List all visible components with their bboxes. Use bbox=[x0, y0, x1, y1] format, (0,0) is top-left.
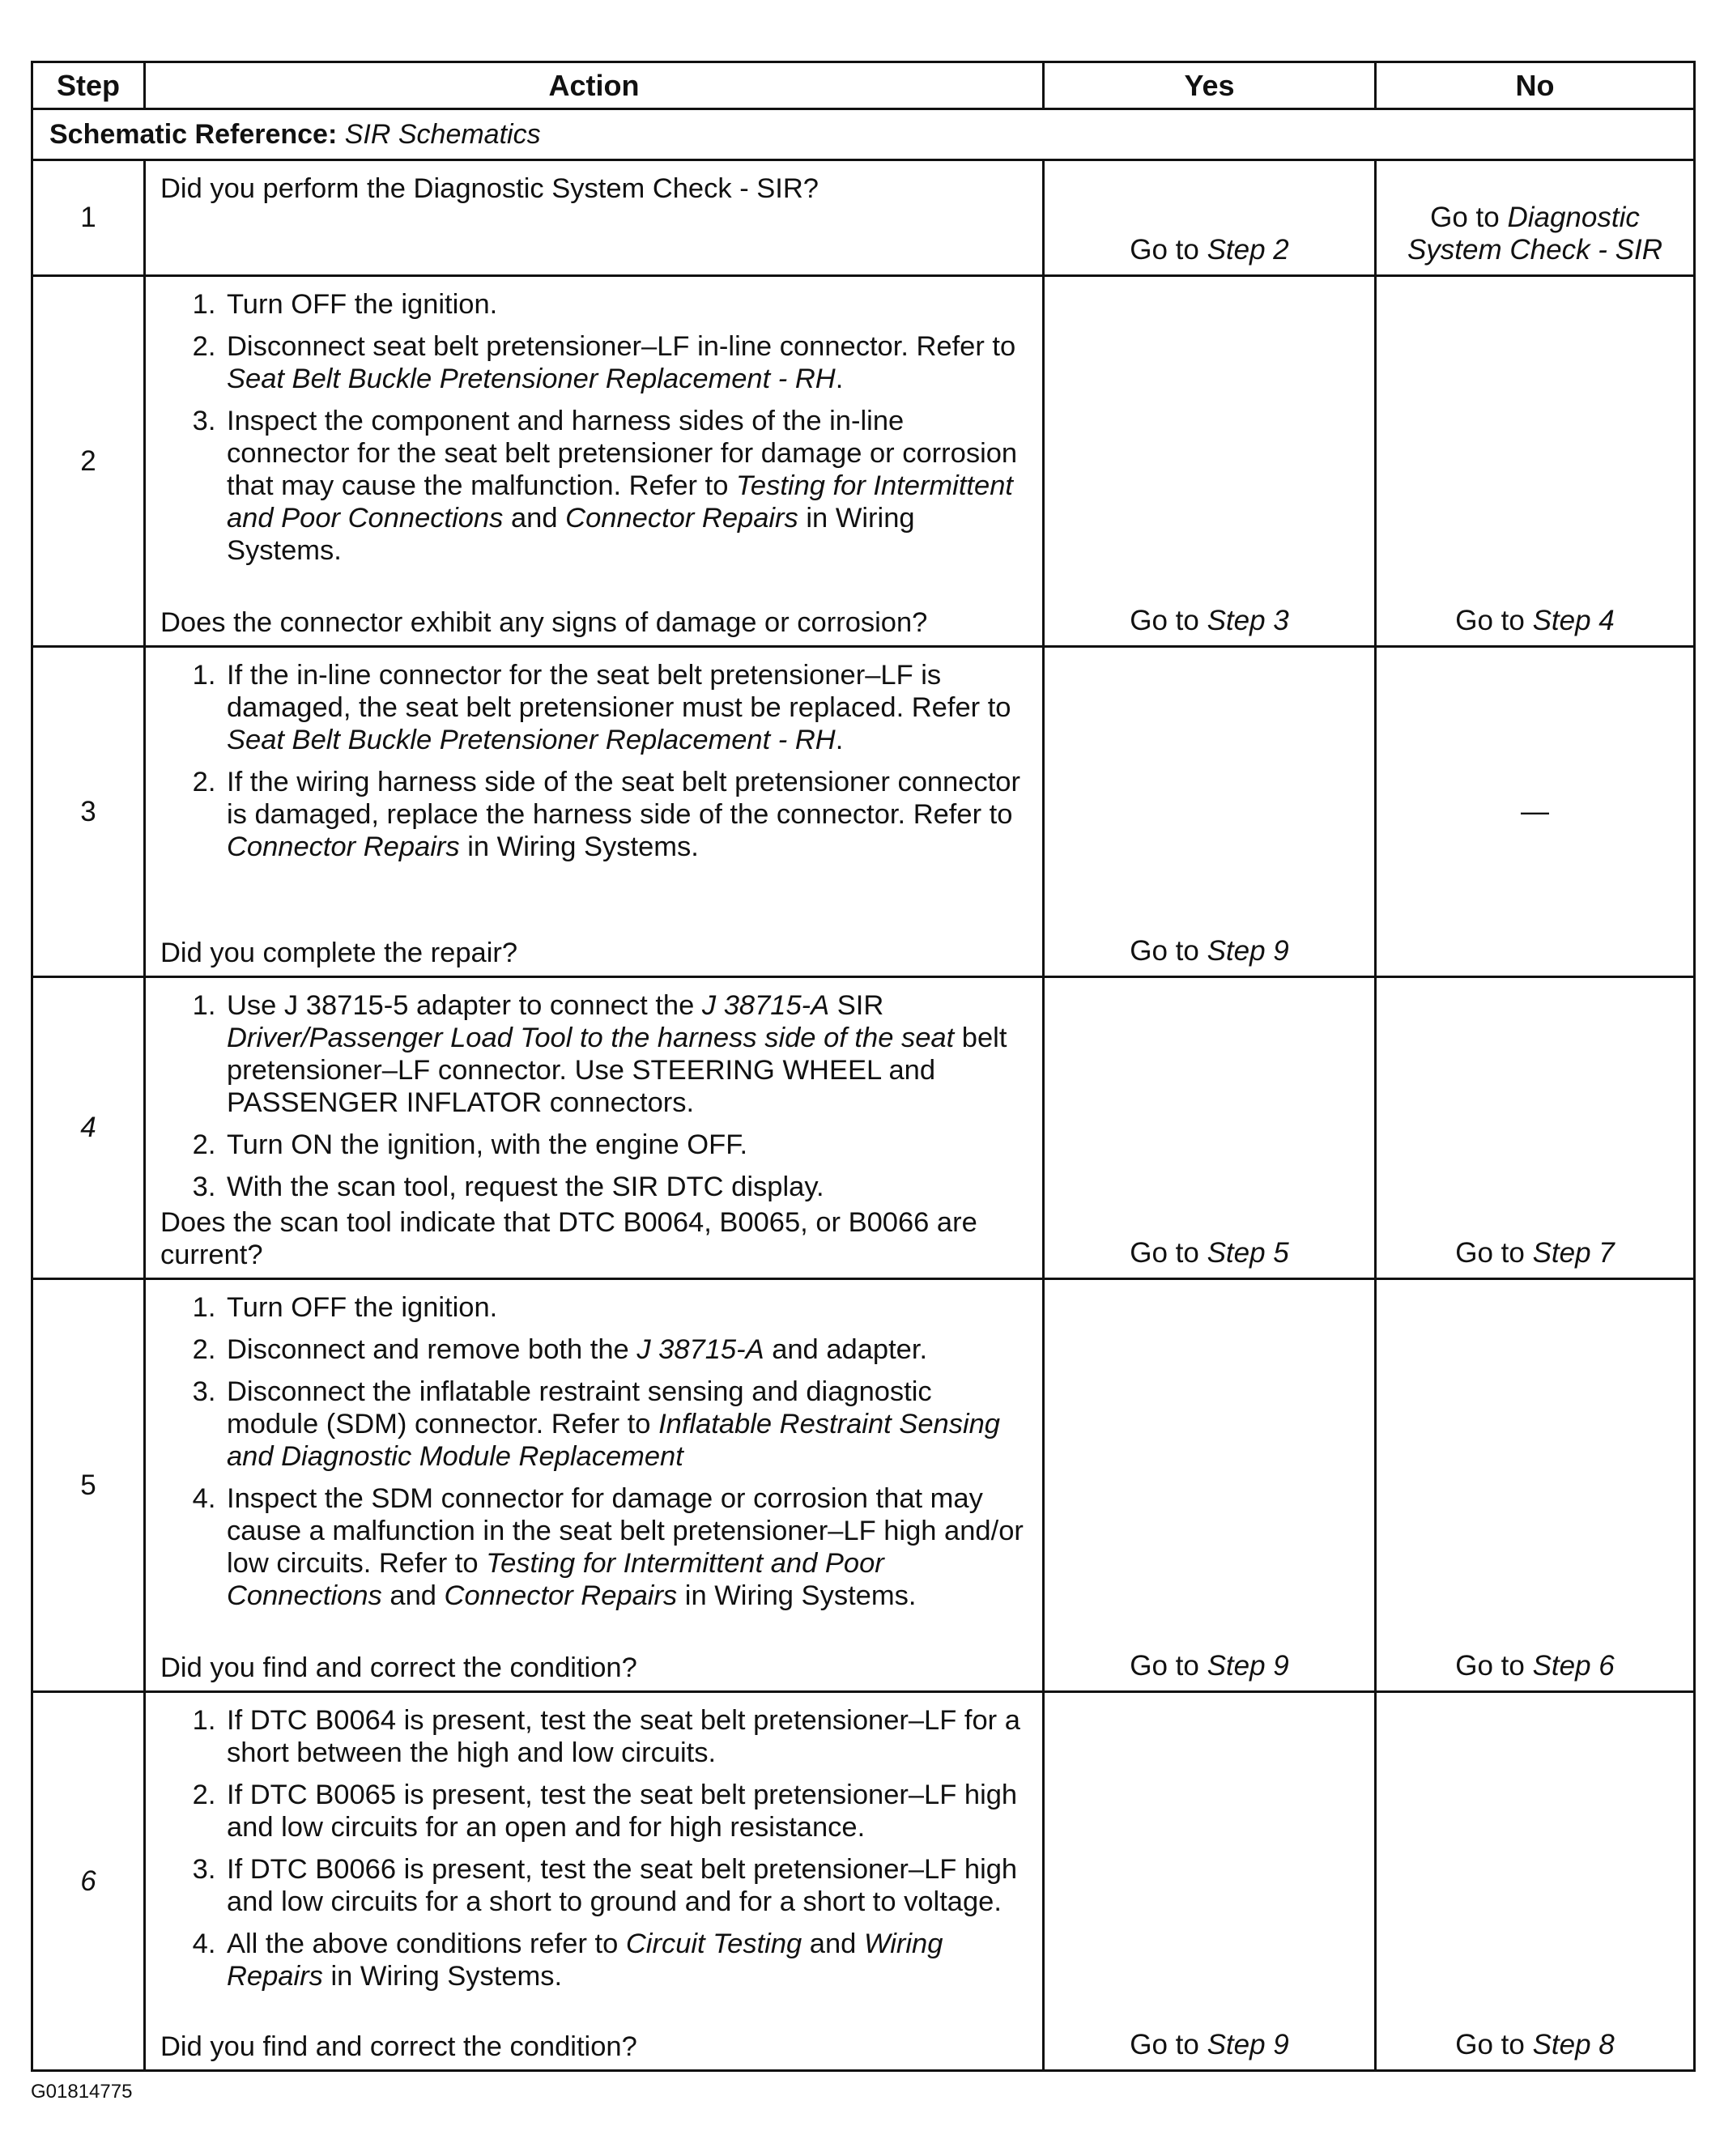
header-no: No bbox=[1376, 62, 1695, 109]
table-row bbox=[32, 1692, 1695, 2071]
step-question: Does the connector exhibit any signs of damage or corrosion? bbox=[160, 607, 928, 638]
list-item: 1. If DTC B0064 is present, test the seat belt pretensioner–LF for a short between the high and low circuits. bbox=[223, 1704, 1028, 1769]
no-step-link[interactable]: Step 8 bbox=[1532, 2029, 1615, 2060]
list-item: 3. With the scan tool, request the SIR DTC display. bbox=[223, 1171, 1028, 1203]
header-action: Action bbox=[145, 62, 1044, 109]
ref-link[interactable]: J 38715-A bbox=[636, 1334, 764, 1365]
no-step-link[interactable]: Diagnostic System Check - SIR bbox=[1407, 202, 1663, 266]
step-question: Did you complete the repair? bbox=[160, 938, 518, 968]
step-question: Did you perform the Diagnostic System Check - SIR? bbox=[160, 173, 819, 204]
yes-cell bbox=[1044, 977, 1376, 1279]
header-step: Step bbox=[32, 62, 145, 109]
ref-link[interactable]: Inflatable Restraint Sensing and Diagnostic Module Replacement bbox=[227, 1409, 1000, 1472]
ref-link[interactable]: Seat Belt Buckle Pretensioner Replacement - RH bbox=[227, 725, 836, 755]
yes-step-link[interactable]: Step 9 bbox=[1207, 2029, 1289, 2060]
action-cell bbox=[145, 1279, 1044, 1692]
list-item: 1. Turn OFF the ignition. bbox=[223, 288, 1028, 321]
list-item: 4. All the above conditions refer to Circuit Testing and Wiring Repairs in Wiring Systems. bbox=[223, 1928, 1028, 1992]
yes-cell bbox=[1044, 1279, 1376, 1692]
list-item: 2. Turn ON the ignition, with the engine OFF. bbox=[223, 1129, 1028, 1161]
no-cell bbox=[1376, 977, 1695, 1279]
diagnostic-table bbox=[31, 61, 1696, 2072]
list-item: 2. Disconnect and remove both the J 38715-A and adapter. bbox=[223, 1333, 1028, 1366]
action-list bbox=[160, 1291, 1028, 1612]
yes-step-link[interactable]: Step 3 bbox=[1207, 605, 1289, 636]
schematic-reference-row bbox=[32, 109, 1695, 160]
yes-step-link[interactable]: Step 9 bbox=[1207, 1650, 1289, 1682]
step-number: 1 bbox=[32, 160, 145, 276]
yes-step-link[interactable]: Step 2 bbox=[1207, 234, 1289, 266]
ref-link[interactable]: Wiring Repairs bbox=[227, 1928, 943, 1992]
yes-prefix: Go to bbox=[1130, 935, 1199, 967]
yes-cell bbox=[1044, 160, 1376, 276]
no-cell bbox=[1376, 647, 1695, 977]
schematic-reference-label: Schematic Reference: bbox=[49, 118, 338, 150]
ref-link[interactable]: J 38715-A bbox=[701, 990, 830, 1021]
ref-link[interactable]: Circuit Testing bbox=[625, 1928, 802, 1959]
action-cell bbox=[145, 977, 1044, 1279]
schematic-reference bbox=[32, 109, 1695, 160]
action-cell bbox=[145, 276, 1044, 647]
ref-link[interactable]: Testing for Intermittent and Poor Connections bbox=[227, 470, 1013, 534]
no-prefix: Go to bbox=[1455, 2029, 1525, 2060]
step-question: Does the scan tool indicate that DTC B0064, B0065, or B0066 are current? bbox=[160, 1207, 977, 1270]
header-yes: Yes bbox=[1044, 62, 1376, 109]
no-step-link[interactable]: Step 6 bbox=[1532, 1650, 1615, 1682]
no-prefix: Go to bbox=[1430, 202, 1500, 233]
ref-link[interactable]: Connector Repairs bbox=[444, 1580, 678, 1611]
table-row bbox=[32, 977, 1695, 1279]
step-number: 3 bbox=[32, 647, 145, 977]
figure-id: G01814775 bbox=[31, 2081, 133, 2103]
list-item: 2. If the wiring harness side of the seat belt pretensioner connector is damaged, replace the harness side of the connector. Refer to Connector Repairs in Wiring Systems. bbox=[223, 766, 1028, 863]
ref-link[interactable]: Connector Repairs bbox=[565, 503, 798, 534]
action-cell bbox=[145, 1692, 1044, 2071]
step-number: 2 bbox=[32, 276, 145, 647]
action-list bbox=[160, 288, 1028, 567]
header-row bbox=[32, 62, 1695, 109]
list-item: 3. Inspect the component and harness sides of the in-line connector for the seat belt pretensioner for damage or corrosion that may cause the malfunction. Refer to Testing for Intermittent and Poor Connections and Connector Repairs in Wiring Systems. bbox=[223, 405, 1028, 567]
diagnostic-table-document bbox=[31, 61, 1693, 2072]
schematic-reference-value: SIR Schematics bbox=[344, 118, 541, 150]
no-cell bbox=[1376, 1692, 1695, 2071]
list-item: 2. If DTC B0065 is present, test the seat belt pretensioner–LF high and low circuits for an open and for high resistance. bbox=[223, 1779, 1028, 1843]
yes-cell bbox=[1044, 1692, 1376, 2071]
action-cell bbox=[145, 160, 1044, 276]
list-item: 3. If DTC B0066 is present, test the seat belt pretensioner–LF high and low circuits for a short to ground and for a short to voltage. bbox=[223, 1853, 1028, 1918]
no-step-link[interactable]: Step 7 bbox=[1532, 1237, 1615, 1269]
action-cell bbox=[145, 647, 1044, 977]
action-list bbox=[160, 989, 1028, 1203]
list-item: 3. Disconnect the inflatable restraint sensing and diagnostic module (SDM) connector. Refer to Inflatable Restraint Sensing and Diagnostic Module Replacement bbox=[223, 1376, 1028, 1473]
yes-prefix: Go to bbox=[1130, 1650, 1199, 1682]
list-item: 1. If the in-line connector for the seat belt pretensioner–LF is damaged, the seat belt pretensioner must be replaced. Refer to Seat Belt Buckle Pretensioner Replacement - RH. bbox=[223, 659, 1028, 756]
yes-prefix: Go to bbox=[1130, 605, 1199, 636]
no-dash: — bbox=[1521, 795, 1549, 827]
no-cell bbox=[1376, 1279, 1695, 1692]
no-cell bbox=[1376, 276, 1695, 647]
step-number: 5 bbox=[32, 1279, 145, 1692]
step-question: Did you find and correct the condition? bbox=[160, 1652, 637, 1683]
no-prefix: Go to bbox=[1455, 1650, 1525, 1682]
table-row bbox=[32, 1279, 1695, 1692]
step-number: 6 bbox=[32, 1692, 145, 2071]
table-row bbox=[32, 276, 1695, 647]
step-question: Did you find and correct the condition? bbox=[160, 2031, 637, 2062]
no-prefix: Go to bbox=[1455, 605, 1525, 636]
list-item: 1. Use J 38715-5 adapter to connect the J 38715-A SIR Driver/Passenger Load Tool to the harness side of the seat belt pretensioner–LF connector. Use STEERING WHEEL and PASSENGER INFLATOR connectors. bbox=[223, 989, 1028, 1119]
list-item: 2. Disconnect seat belt pretensioner–LF in-line connector. Refer to Seat Belt Buckle Pretensioner Replacement - RH. bbox=[223, 330, 1028, 395]
ref-link[interactable]: Testing for Intermittent and Poor Connections bbox=[227, 1548, 884, 1611]
yes-prefix: Go to bbox=[1130, 234, 1199, 266]
step-number: 4 bbox=[32, 977, 145, 1279]
yes-cell bbox=[1044, 276, 1376, 647]
list-item: 1. Turn OFF the ignition. bbox=[223, 1291, 1028, 1324]
action-list bbox=[160, 659, 1028, 863]
ref-link[interactable]: Connector Repairs bbox=[227, 831, 460, 862]
yes-step-link[interactable]: Step 5 bbox=[1207, 1237, 1289, 1269]
no-step-link[interactable]: Step 4 bbox=[1532, 605, 1615, 636]
yes-prefix: Go to bbox=[1130, 1237, 1199, 1269]
yes-cell bbox=[1044, 647, 1376, 977]
list-item: 4. Inspect the SDM connector for damage or corrosion that may cause a malfunction in the seat belt pretensioner–LF high and/or low circuits. Refer to Testing for Intermittent and Poor Connections and Connector Repairs in Wiring Systems. bbox=[223, 1482, 1028, 1612]
no-cell bbox=[1376, 160, 1695, 276]
ref-link[interactable]: Seat Belt Buckle Pretensioner Replacement - RH bbox=[227, 364, 836, 394]
yes-step-link[interactable]: Step 9 bbox=[1207, 935, 1289, 967]
yes-prefix: Go to bbox=[1130, 2029, 1199, 2060]
no-prefix: Go to bbox=[1455, 1237, 1525, 1269]
action-list bbox=[160, 1704, 1028, 1992]
table-row bbox=[32, 160, 1695, 276]
table-row bbox=[32, 647, 1695, 977]
